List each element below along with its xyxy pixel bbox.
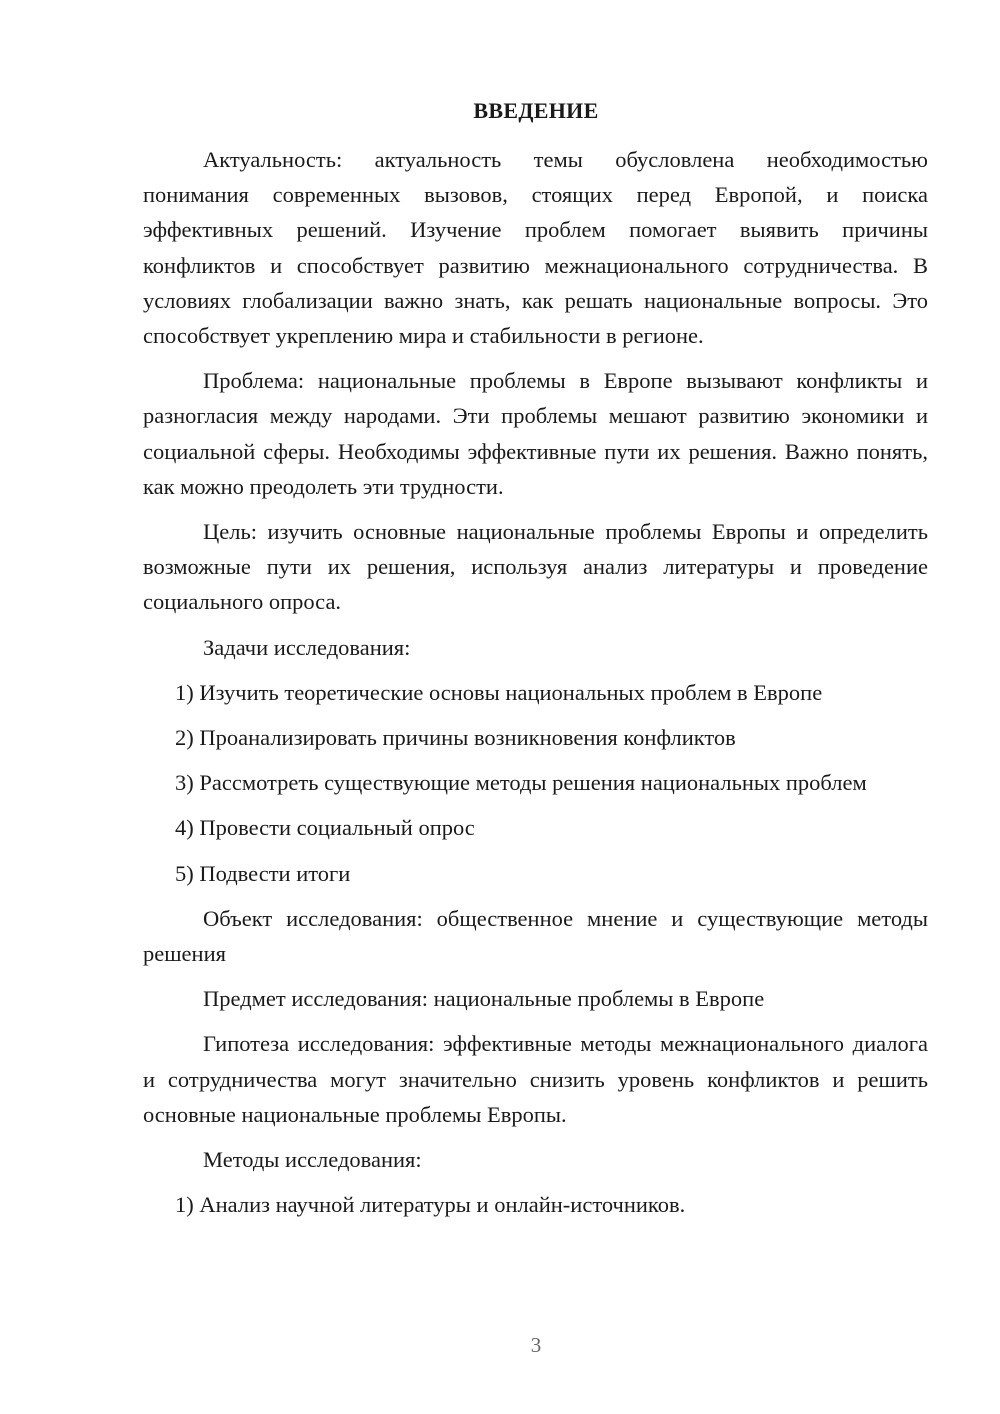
paragraph-goal: Цель: изучить основные национальные проблемы Европы и определить возможные пути их решения, используя анализ литературы и проведение социального опроса.: [143, 519, 928, 615]
paragraph-methods-heading: Методы исследования:: [203, 1147, 422, 1173]
paragraph-problem: Проблема: национальные проблемы в Европе вызывают конфликты и разногласия между народами. Эти проблемы мешают развитию экономики и социальной сферы. Необходимы эффективные пути их решения. Важно понять, как можно преодолеть эти трудности.: [143, 368, 928, 499]
body-text: [143, 142, 928, 1232]
list-item-task-2: 2) Проанализировать причины возникновения конфликтов: [175, 725, 736, 751]
list-item-task-4: 4) Провести социальный опрос: [175, 815, 475, 841]
section-title: ВВЕДЕНИЕ: [473, 98, 599, 123]
paragraph-relevance: Актуальность: актуальность темы обусловлена необходимостью понимания современных вызовов, стоящих перед Европой, и поиска эффективных решений. Изучение проблем помогает выявить причины конфликтов и способствует развитию межнационального сотрудничества. В условиях глобализации важно знать, как решать национальные вопросы. Это способствует укреплению мира и стабильности в регионе.: [143, 147, 928, 349]
page-number: 3: [530, 1333, 542, 1357]
list-item-task-1: 1) Изучить теоретические основы национальных проблем в Европе: [175, 679, 823, 705]
list-item-task-5: 5) Подвести итоги: [175, 860, 351, 886]
paragraph-object: Объект исследования: общественное мнение и существующие методы решения: [143, 905, 928, 967]
paragraph-tasks-heading: Задачи исследования:: [203, 634, 411, 660]
paragraph-subject: Предмет исследования: национальные проблемы в Европе: [203, 986, 765, 1012]
list-item-task-3: 3) Рассмотреть существующие методы решения национальных проблем: [175, 770, 867, 796]
list-item-method-1: 1) Анализ научной литературы и онлайн-источников.: [175, 1192, 686, 1218]
paragraph-hypothesis: Гипотеза исследования: эффективные методы межнационального диалога и сотрудничества могут значительно снизить уровень конфликтов и решить основные национальные проблемы Европы.: [143, 1031, 928, 1127]
